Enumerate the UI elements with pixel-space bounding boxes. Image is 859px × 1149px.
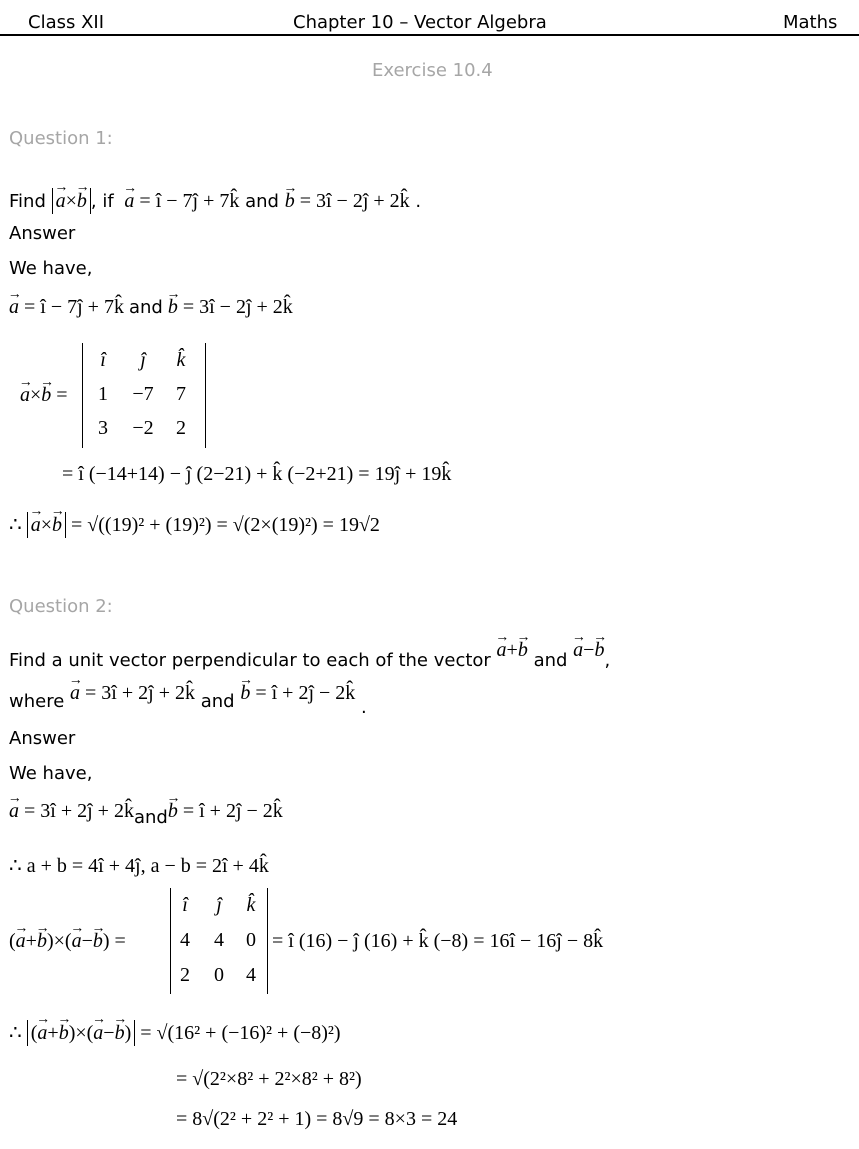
q2-magnitude-line1: ∴ (→ a+→ b)×(→ a−→ b) = √(16² + (−16)² + (−8)²) xyxy=(9,1020,341,1046)
q1-find-word: Find xyxy=(9,191,46,212)
det-cell: 4 xyxy=(246,964,256,986)
q1-a-expr: = î − 7ĵ + 7k̂ xyxy=(24,296,124,318)
q2-statement-line2 xyxy=(9,682,367,718)
q2-heading: Question 2: xyxy=(9,596,113,617)
q2-sum-diff-line: ∴ a + b = 4î + 4ĵ, a − b = 2î + 4k̂ xyxy=(9,855,269,877)
exercise-title: Exercise 10.4 xyxy=(372,60,493,81)
q2-and-word: and xyxy=(533,650,568,671)
det-cell: k̂ xyxy=(246,894,256,916)
q2-comma: , xyxy=(604,650,611,671)
q1-a-def: → a = î − 7ĵ + 7k̂ xyxy=(119,190,239,212)
det-cell: î xyxy=(100,349,106,371)
det-cell: 2 xyxy=(180,964,190,986)
det-cell: ĵ xyxy=(140,349,146,371)
q2-a-def: → a = 3î + 2ĵ + 2k̂ xyxy=(70,682,195,704)
q1-heading: Question 1: xyxy=(9,128,113,149)
det-cell: 4 xyxy=(180,929,190,951)
header-rule xyxy=(0,34,859,36)
q2-determinant xyxy=(170,888,268,994)
q2-statement-line1 xyxy=(9,639,611,672)
det-cell: 7 xyxy=(176,383,186,405)
q1-b-def: → b = 3î − 2ĵ + 2k̂ xyxy=(285,190,410,212)
q2-and-word-3: and xyxy=(133,807,168,828)
q2-cross-lhs: (→ a+→ b)×(→ a−→ b) = xyxy=(9,930,126,953)
q2-given-vectors: → a = 3î + 2ĵ + 2k̂and→ b = î + 2ĵ − 2k̂ xyxy=(9,800,283,823)
det-cell: −2 xyxy=(132,417,154,439)
q1-period: . xyxy=(415,191,422,212)
q2-a-plus-b: → a+→ b xyxy=(497,639,528,661)
det-cell: 0 xyxy=(246,929,256,951)
q2-a-minus-b: → a−→ b xyxy=(573,639,604,661)
q1-we-have: We have, xyxy=(9,258,93,279)
q1-statement xyxy=(9,188,421,214)
q2-mag2: = √(2²×8² + 2²×8² + 8²) xyxy=(176,1068,362,1090)
q1-given-vectors: → a = î − 7ĵ + 7k̂ and → b = 3î − 2ĵ + 2k̂ xyxy=(9,296,293,319)
q2-b-expr: = î + 2ĵ − 2k̂ xyxy=(182,800,283,822)
det-cell: −7 xyxy=(132,383,154,405)
det-cell: k̂ xyxy=(176,349,186,371)
q1-cross-magnitude: → a×→ b xyxy=(52,188,91,214)
q1-determinant xyxy=(82,343,206,448)
q2-period: . xyxy=(361,697,367,718)
q2-a-expr: = 3î + 2ĵ + 2k̂ xyxy=(24,800,134,822)
header-subject: Maths xyxy=(783,12,838,33)
q1-if-text: , if xyxy=(90,191,114,212)
q2-mag1: = √(16² + (−16)² + (−8)²) xyxy=(140,1022,341,1044)
q1-det-lhs: → a×→ b = xyxy=(20,384,68,407)
q1-and-word-2: and xyxy=(128,297,163,318)
header-class: Class XII xyxy=(28,12,105,33)
q2-and-word-2: and xyxy=(200,691,235,712)
q1-b-expr: = 3î − 2ĵ + 2k̂ xyxy=(182,296,293,318)
det-cell: 3 xyxy=(98,417,108,439)
q1-expansion: = î (−14+14) − ĵ (2−21) + k̂ (−2+21) = 19ĵ + 19k̂ xyxy=(62,463,452,485)
det-cell: î xyxy=(182,894,188,916)
det-cell: 0 xyxy=(214,964,224,986)
q2-b-def: → b = î + 2ĵ − 2k̂ xyxy=(240,682,355,704)
det-cell: 1 xyxy=(98,383,108,405)
q2-find-text: Find a unit vector perpendicular to each of the vector xyxy=(9,650,491,671)
q1-answer-label: Answer xyxy=(9,223,76,244)
q2-where-word: where xyxy=(9,691,65,712)
q2-we-have: We have, xyxy=(9,763,93,784)
q2-answer-label: Answer xyxy=(9,728,76,749)
q2-mag3: = 8√(2² + 2² + 1) = 8√9 = 8×3 = 24 xyxy=(176,1108,458,1130)
header-chapter: Chapter 10 – Vector Algebra xyxy=(293,12,547,33)
det-cell: 4 xyxy=(214,929,224,951)
q1-magnitude: = √((19)² + (19)²) = √(2×(19)²) = 19√2 xyxy=(71,514,380,536)
q2-cross-result: = î (16) − ĵ (16) + k̂ (−8) = 16î − 16ĵ − 8k̂ xyxy=(272,930,604,952)
q1-and-word: and xyxy=(245,191,279,212)
q2-sum-diff: a + b = 4î + 4ĵ, a − b = 2î + 4k̂ xyxy=(26,855,269,877)
det-cell: ĵ xyxy=(216,894,222,916)
det-cell: 2 xyxy=(176,417,186,439)
q1-magnitude-line: ∴ → a×→ b = √((19)² + (19)²) = √(2×(19)²) = 19√2 xyxy=(9,512,380,538)
